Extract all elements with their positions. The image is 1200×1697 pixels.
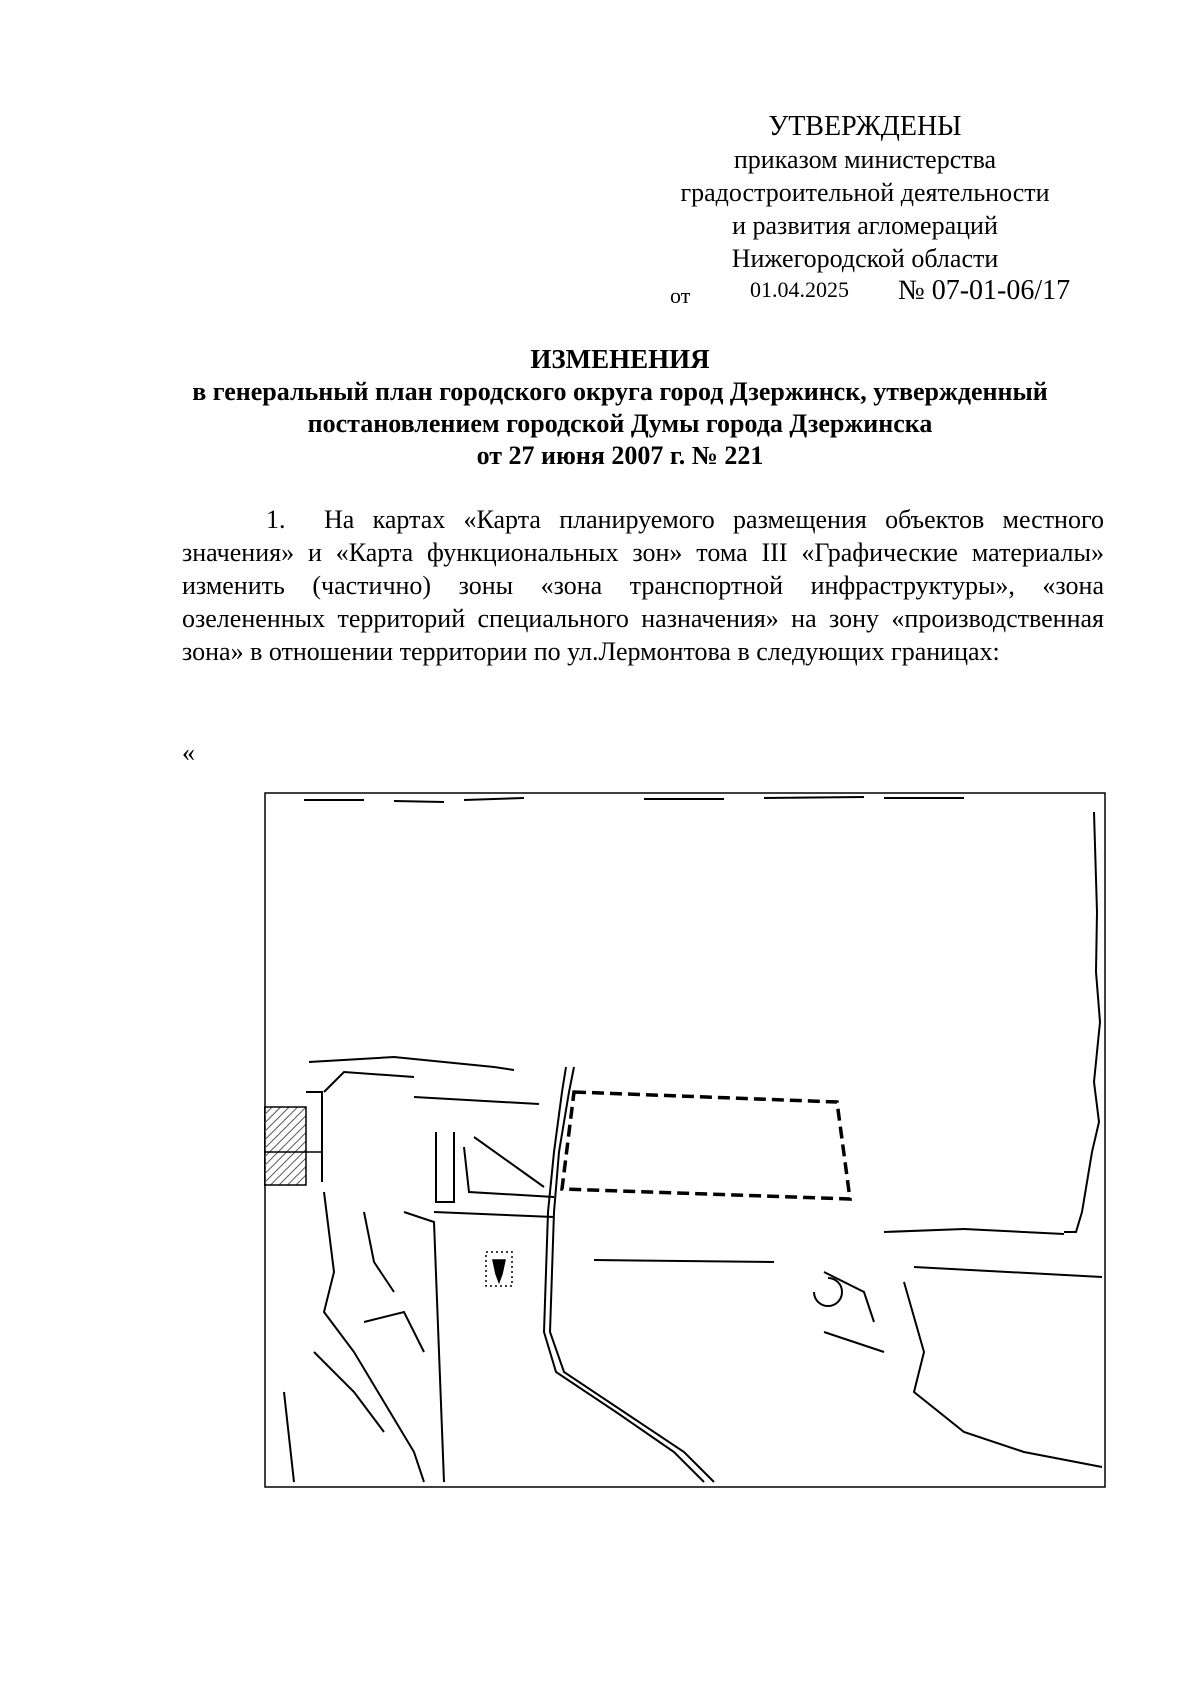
- order-number: № 07-01-06/17: [898, 275, 1071, 306]
- approval-line: и развития агломераций: [732, 211, 998, 240]
- heading-line: в генеральный план городского округа город Дзержинск, утвержденный: [192, 377, 1048, 406]
- heading-title: ИЗМЕНЕНИЯ: [530, 344, 710, 374]
- paragraph-text: На картах «Карта планируемого размещения объектов местного значения» и «Карта функциональных зон» тома III «Графические материалы» изменить (частично) зоны «зона транспортной инфраструктуры», «зона озелененных территорий специального назначения» на зону «производственная зона» в отношении территории по ул.Лермонтова в следующих границах:: [182, 505, 1104, 666]
- heading-line: постановлением городской Думы города Дзержинска: [307, 409, 933, 438]
- approval-line: Нижегородской области: [731, 244, 999, 273]
- heading-line: от 27 июня 2007 г. № 221: [476, 441, 764, 470]
- boundary-map: [264, 792, 1106, 1488]
- paragraph-1: [182, 503, 1104, 668]
- map-frame: [265, 793, 1105, 1487]
- paragraph-number: 1.: [266, 505, 286, 534]
- approval-date-row: [670, 275, 1090, 311]
- approval-title: УТВЕРЖДЕНЫ: [768, 111, 962, 142]
- from-label: от: [670, 283, 691, 308]
- approval-line: приказом министерства: [733, 145, 997, 174]
- approval-line: градостроительной деятельности: [680, 178, 1050, 207]
- order-date: 01.04.2025: [750, 277, 849, 302]
- approval-block: [640, 110, 1090, 275]
- document-heading: [100, 342, 1140, 472]
- hatched-area: [264, 1107, 306, 1185]
- opening-quote: «: [182, 738, 195, 767]
